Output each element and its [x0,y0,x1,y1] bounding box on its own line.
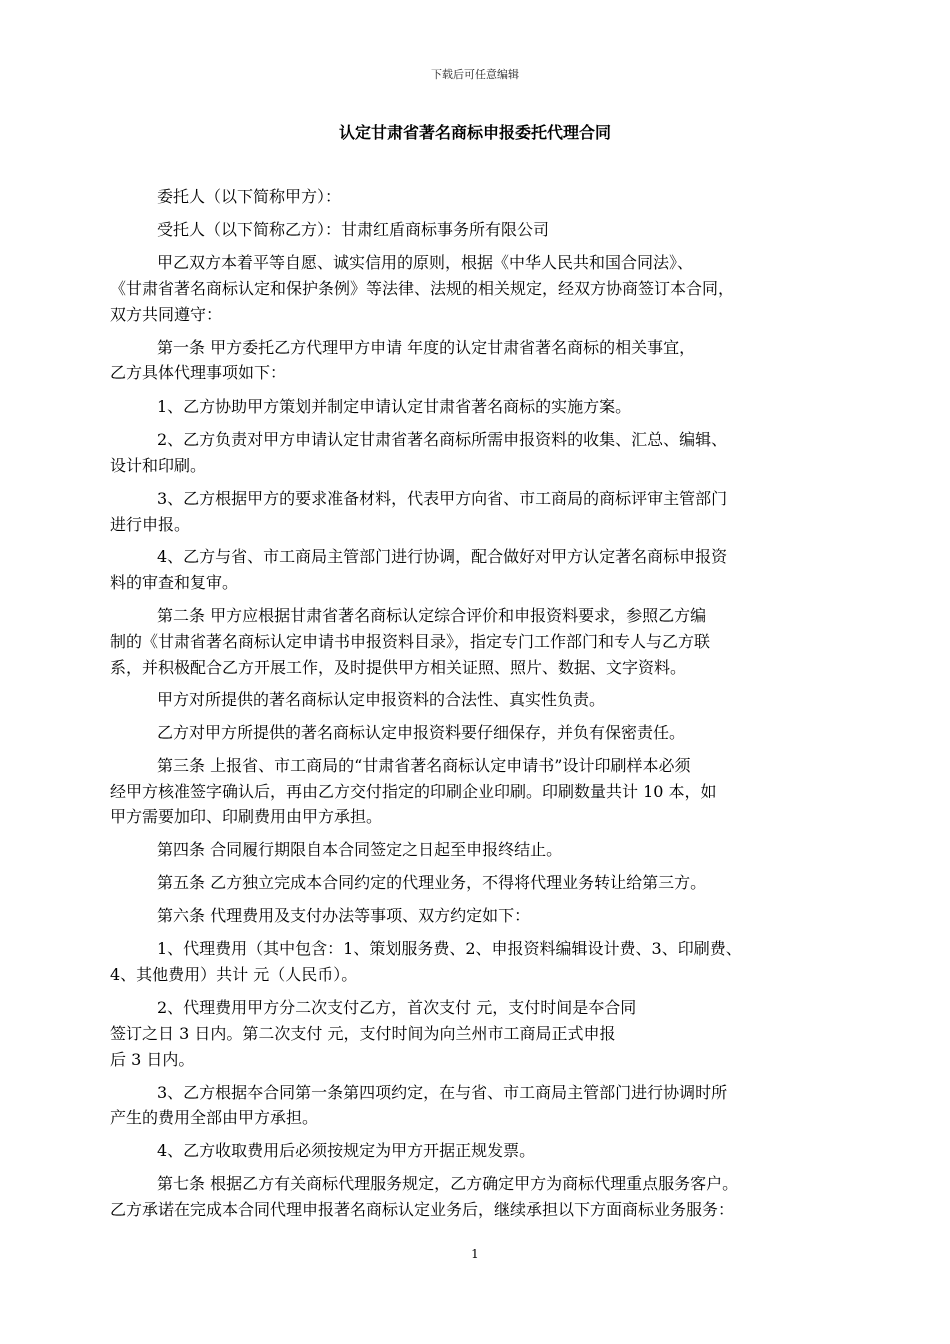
clause-line: 第五条 乙方独立完成本合同约定的代理业务，不得将代理业务转让给第三方。 [157,873,707,892]
clause-line: 2、乙方负责对甲方申请认定甘肃省著名商标所需申报资料的收集、汇总、编辑、 [157,430,728,449]
clause-line: 甲方需要加印、印刷费用由甲方承担。 [110,807,383,826]
clause-line: 进行申报。 [110,515,191,534]
clause-line: 乙方承诺在完成本合同代理申报著名商标认定业务后，继续承担以下方面商标业务服务： [110,1200,735,1219]
clause-line: 设计和印刷。 [110,456,207,475]
clause-line: 后 3 日内。 [110,1050,195,1069]
clause-line: 双方共同遵守： [110,305,223,324]
clause-line: 经甲方核准签字确认后，再由乙方交付指定的印刷企业印刷。印刷数量共计 10 本，如 [110,782,717,801]
clause-line: 4、乙方与省、市工商局主管部门进行协调，配合做好对甲方认定著名商标申报资 [157,547,728,566]
clause-line: 第六条 代理费用及支付办法等事项、双方约定如下： [157,906,531,925]
document-title: 认定甘肃省著名商标申报委托代理合同 [338,123,611,142]
header-note: 下载后可任意编辑 [431,68,519,81]
clause-line: 制的《甘肃省著名商标认定申请书申报资料目录》，指定专门工作部门和专人与乙方联 [110,632,711,651]
clause-line: 料的审查和复审。 [110,573,239,592]
clause-line: 2、代理费用甲方分二次支付乙方，首次支付 元，支付时间是夲合同 [157,998,637,1017]
page-number: 1 [471,1247,479,1261]
clause-line: 第四条 合同履行期限自本合同签定之日起至申报终结止。 [157,840,563,859]
clause-line: 第七条 根据乙方有关商标代理服务规定，乙方确定甲方为商标代理重点服务客户。 [157,1174,739,1193]
clause-line: 系，并积极配合乙方开展工作，及时提供甲方相关证照、照片、数据、文字资料。 [110,658,687,677]
clause-line: 1、乙方协助甲方策划并制定申请认定甘肃省著名商标的实施方案。 [157,397,632,416]
clause-line: 乙方对甲方所提供的著名商标认定申报资料要仔细保存，并负有保密责任。 [157,723,686,742]
clause-line: 3、乙方根据夲合同第一条第四项约定，在与省、市工商局主管部门进行协调时所 [157,1083,728,1102]
clause-line: 1、代理费用（其中包含：1、策划服务费、2、申报资料编辑设计费、3、印刷费、 [157,939,742,958]
clause-line: 甲乙双方本着平等自愿、诚实信用的原则，根据《中华人民共和国合同法》、 [157,253,694,272]
clause-line: 3、乙方根据甲方的要求准备材料，代表甲方向省、市工商局的商标评审主管部门 [157,489,728,508]
clause-line: 《甘肃省著名商标认定和保护条例》等法律、法规的相关规定，经双方协商签订本合同， [110,279,735,298]
clause-line: 甲方对所提供的著名商标认定申报资料的合法性、真实性负责。 [157,690,606,709]
clause-line: 第二条 甲方应根据甘肃省著名商标认定综合评价和申报资料要求，参照乙方编 [157,606,707,625]
clause-line: 乙方具体代理事项如下： [110,363,287,382]
clause-line: 产生的费用全部由甲方承担。 [110,1108,319,1127]
clause-line: 第一条 甲方委托乙方代理甲方申请 年度的认定甘肃省著名商标的相关事宜， [157,338,696,357]
clause-line: 4、乙方收取费用后必须按规定为甲方开据正规发票。 [157,1141,536,1160]
clause-line: 委托人（以下简称甲方）： [157,187,342,206]
clause-line: 第三条 上报省、市工商局的“甘肃省著名商标认定申请书”设计印刷样本必须 [157,756,691,775]
clause-line: 4、其他费用）共计 元（人民币）。 [110,965,358,984]
clause-line: 受托人（以下简称乙方）：甘肃红盾商标事务所有限公司 [157,220,550,239]
clause-line: 签订之日 3 日内。第二次支付 元，支付时间为向兰州市工商局正式申报 [110,1024,616,1043]
